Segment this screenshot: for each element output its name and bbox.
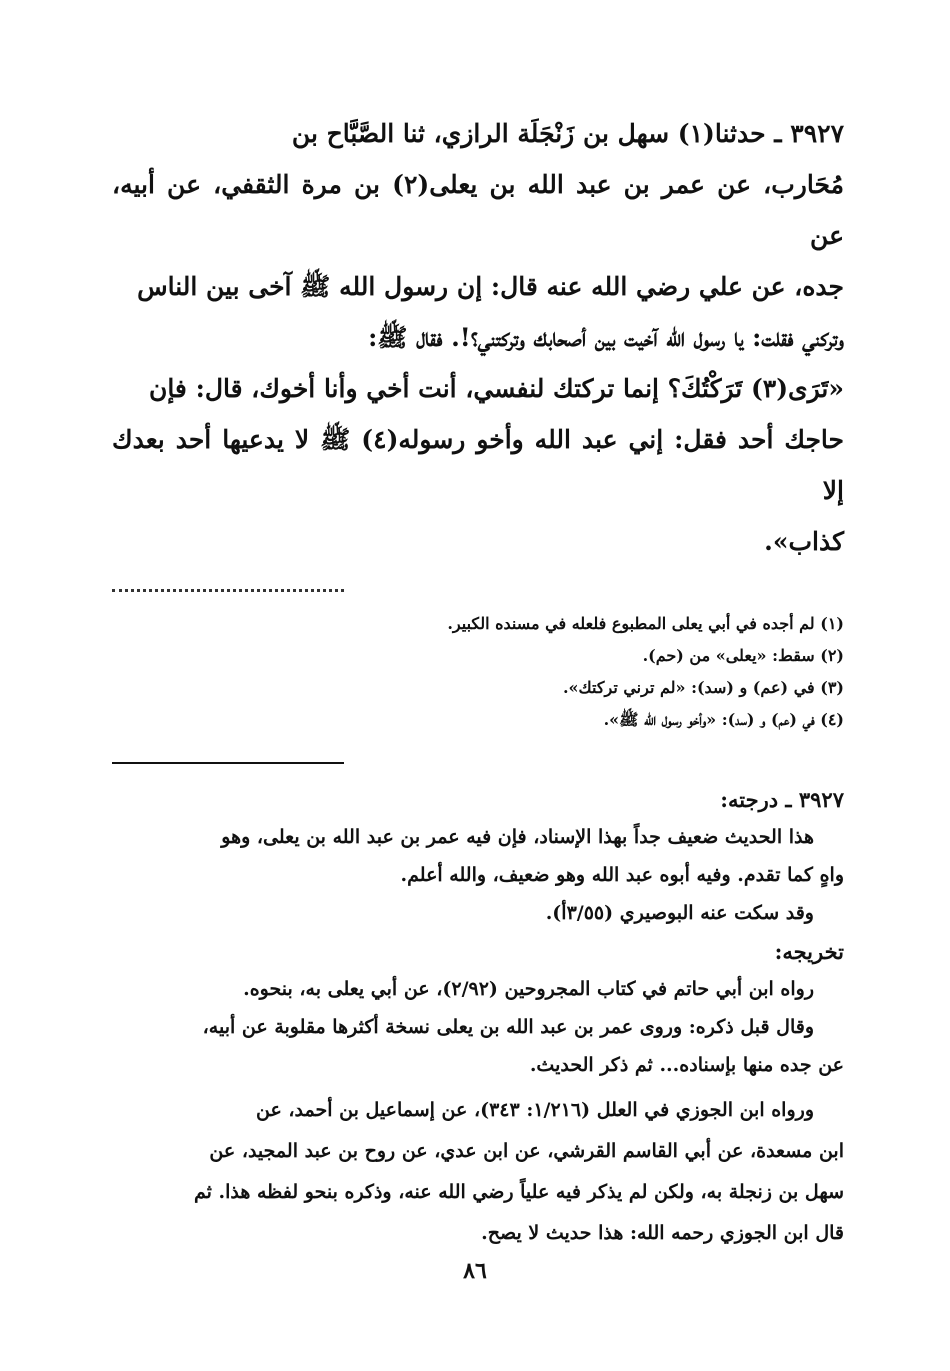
hadith-line: ٣٩٢٧ ـ حدثنا(١) سهل بن زَنْجَلَة الرازي، ثنا الصَّبَّاح بن [291,119,844,148]
takhrij-text-2 [112,1090,844,1254]
page-content [112,108,844,1254]
hadith-line: مُحَارب، عن عمر بن عبد الله بن يعلى(٢) بن مرة الثقفي، عن أبيه، عن [112,170,844,250]
footnotes [112,608,844,736]
hadith-line: «تَرَى(٣) تَرَكْتُكَ؟ إنما تركتك لنفسي، أنت أخي وأنا أخوك، قال: فإن [148,374,844,403]
grading-line: واهٍ كما تقدم. وفيه أبوه عبد الله وهو ضعيف، والله أعلم. [400,864,844,886]
footnote-item: (٣) في (عم) و (سد): «لم ترني تركتك». [562,678,844,697]
hadith-line: كذاب». [764,527,844,556]
grading-heading: ٣٩٢٧ ـ درجته: [720,787,844,812]
hadith-line: وتركني فقلت: يا رسول الله آخيت بين أصحابك وتركتني؟!. فقال ﷺ: [368,323,844,352]
takhrij-line: قال ابن الجوزي رحمه الله: هذا حديث لا يصح. [481,1222,844,1244]
takhrij-line: ورواه ابن الجوزي في العلل (١/٢١٦: ٣٤٣)، عن إسماعيل بن أحمد، عن [255,1099,814,1121]
grading-text [112,818,844,932]
footnote-item: (٢) سقط: «يعلى» من (حم). [642,646,844,665]
footnote-separator [112,589,344,592]
section-divider [112,762,344,764]
grading-line: هذا الحديث ضعيف جداً بهذا الإسناد، فإن فيه عمر بن عبد الله بن يعلى، وهو [221,826,814,848]
hadith-line: حاجك أحد فقل: إني عبد الله وأخو رسوله(٤) ﷺ لا يدعيها أحد بعدك إلا [112,425,844,505]
grading-line: وقد سكت عنه البوصيري (٣/٥٥أ). [545,902,814,924]
hadith-text [112,108,844,567]
takhrij-line: رواه ابن أبي حاتم في كتاب المجروحين (٢/٩٢)، عن أبي يعلى به، بنحوه. [243,978,814,1000]
takhrij-line: وقال قبل ذكره: وروى عمر بن عبد الله بن يعلى نسخة أكثرها مقلوبة عن أبيه، [202,1016,814,1038]
takhrij-line: عن جده منها بإسناده... ثم ذكر الحديث. [529,1054,844,1076]
takhrij-text [112,970,844,1084]
takhrij-heading: تخريجه: [774,939,844,964]
takhrij-line: ابن مسعدة، عن أبي القاسم القرشي، عن ابن عدي، عن روح بن عبد المجيد، عن [209,1140,844,1162]
hadith-line: جده، عن علي رضي الله عنه قال: إن رسول الله ﷺ آخى بين الناس [137,272,844,301]
footnote-item: (١) لم أجده في أبي يعلى المطبوع فلعله في مسنده الكبير. [447,614,844,633]
footnote-item: (٤) في (عم) و (سد): «وأخو رسول الله ﷺ». [603,710,844,729]
takhrij-line: سهل بن زنجلة به، ولكن لم يذكر فيه علياً رضي الله عنه، وذكره بنحو لفظه هذا. ثم [193,1181,844,1203]
page-number: ٨٦ [463,1258,487,1284]
